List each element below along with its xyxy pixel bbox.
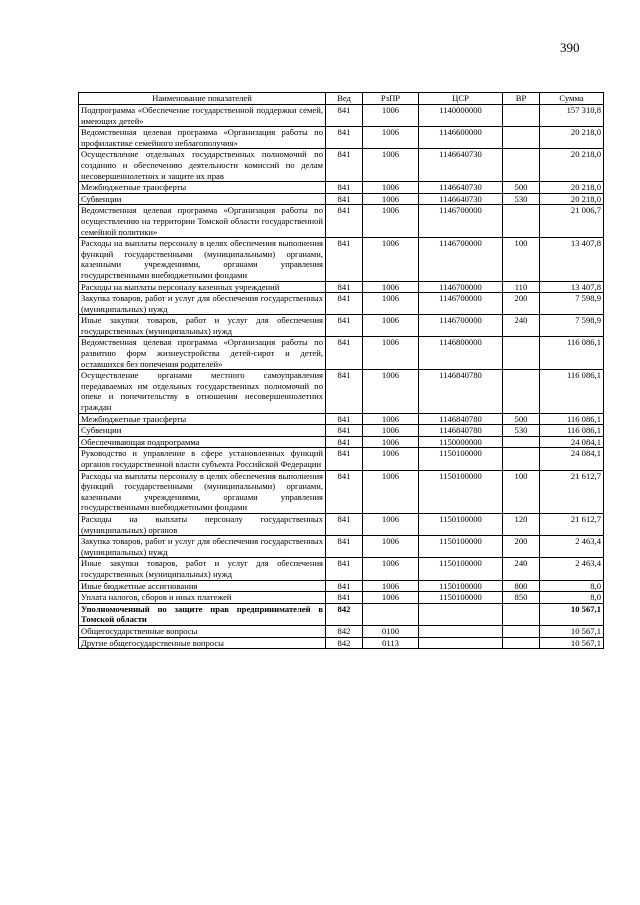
cell-csr: 1150100000: [419, 536, 503, 558]
cell-rzpr: 1006: [363, 513, 419, 535]
cell-sum: 157 310,8: [540, 105, 604, 127]
table-row: [79, 592, 604, 604]
cell-rzpr: 1006: [363, 370, 419, 413]
cell-sum: 116 086,1: [540, 413, 604, 425]
cell-name: Уплата налогов, сборов и иных платежей: [79, 592, 326, 604]
table-row: [79, 337, 604, 370]
cell-sum: 8,0: [540, 592, 604, 604]
cell-sum: 21 006,7: [540, 205, 604, 238]
cell-name: Иные закупки товаров, работ и услуг для обеспечения государственных (муниципальных) нужд: [79, 558, 326, 580]
table-row: [79, 470, 604, 513]
cell-name: Уполномоченный по защите прав предпринимателей в Томской области: [79, 603, 326, 625]
table-row: [79, 436, 604, 448]
cell-vr: 500: [503, 413, 540, 425]
cell-sum: 10 567,1: [540, 625, 604, 637]
cell-rzpr: 1006: [363, 238, 419, 281]
cell-name: Расходы на выплаты персоналу в целях обеспечения выполнения функций государственными (муниципальными) органами, казенными учреждениями, органами управления государственными внебюджетными фондами: [79, 238, 326, 281]
cell-vr: [503, 637, 540, 649]
cell-csr: 1150100000: [419, 470, 503, 513]
cell-vr: 120: [503, 513, 540, 535]
cell-vr: 110: [503, 281, 540, 293]
header-ved: Вед: [326, 93, 363, 105]
cell-ved: 841: [326, 558, 363, 580]
cell-sum: 13 407,8: [540, 238, 604, 281]
cell-vr: 200: [503, 293, 540, 315]
cell-name: Ведомственная целевая программа «Организация работы по осуществлению на территории Томской области государственной семейной политики»: [79, 205, 326, 238]
cell-vr: [503, 603, 540, 625]
cell-vr: 100: [503, 238, 540, 281]
cell-name: Обеспечивающая подпрограмма: [79, 436, 326, 448]
cell-csr: [419, 603, 503, 625]
cell-sum: 116 086,1: [540, 425, 604, 437]
cell-ved: 842: [326, 625, 363, 637]
cell-rzpr: 1006: [363, 205, 419, 238]
cell-ved: 842: [326, 603, 363, 625]
cell-name: Другие общегосударственные вопросы: [79, 637, 326, 649]
table-row: [79, 105, 604, 127]
cell-csr: 1150100000: [419, 580, 503, 592]
cell-csr: [419, 637, 503, 649]
cell-vr: 200: [503, 536, 540, 558]
table-row: [79, 281, 604, 293]
cell-sum: 116 086,1: [540, 370, 604, 413]
cell-sum: 20 218,0: [540, 127, 604, 149]
cell-sum: 7 598,9: [540, 315, 604, 337]
cell-vr: [503, 205, 540, 238]
table-row: [79, 425, 604, 437]
cell-vr: [503, 127, 540, 149]
cell-rzpr: [363, 603, 419, 625]
table-body: [79, 105, 604, 649]
cell-name: Закупка товаров, работ и услуг для обеспечения государственных (муниципальных) нужд: [79, 536, 326, 558]
cell-name: Иные бюджетные ассигнования: [79, 580, 326, 592]
cell-vr: 240: [503, 315, 540, 337]
cell-name: Расходы на выплаты персоналу государственных (муниципальных) органов: [79, 513, 326, 535]
cell-ved: 841: [326, 592, 363, 604]
table-row: [79, 193, 604, 205]
cell-sum: 13 407,8: [540, 281, 604, 293]
cell-rzpr: 1006: [363, 470, 419, 513]
cell-name: Субвенции: [79, 425, 326, 437]
cell-rzpr: 1006: [363, 193, 419, 205]
cell-rzpr: 1006: [363, 425, 419, 437]
cell-ved: 841: [326, 193, 363, 205]
cell-csr: [419, 625, 503, 637]
cell-sum: 20 218,0: [540, 149, 604, 182]
cell-ved: 841: [326, 448, 363, 470]
cell-sum: 24 084,1: [540, 448, 604, 470]
cell-sum: 21 612,7: [540, 513, 604, 535]
table-row: [79, 149, 604, 182]
cell-ved: 841: [326, 293, 363, 315]
cell-ved: 841: [326, 370, 363, 413]
table-row: [79, 558, 604, 580]
table-row: [79, 513, 604, 535]
cell-ved: 841: [326, 536, 363, 558]
cell-vr: [503, 149, 540, 182]
cell-name: Руководство и управление в сфере установленных функций органов государственной власти субъекта Российской Федерации: [79, 448, 326, 470]
cell-vr: 530: [503, 193, 540, 205]
cell-name: Закупка товаров, работ и услуг для обеспечения государственных (муниципальных) нужд: [79, 293, 326, 315]
cell-ved: 841: [326, 205, 363, 238]
cell-sum: 10 567,1: [540, 637, 604, 649]
cell-rzpr: 1006: [363, 315, 419, 337]
cell-vr: [503, 370, 540, 413]
cell-rzpr: 1006: [363, 448, 419, 470]
cell-csr: 1146640730: [419, 193, 503, 205]
cell-vr: [503, 436, 540, 448]
cell-csr: 1146700000: [419, 315, 503, 337]
cell-ved: 841: [326, 425, 363, 437]
table-row: [79, 182, 604, 194]
cell-csr: 1150100000: [419, 558, 503, 580]
cell-vr: [503, 337, 540, 370]
cell-ved: 841: [326, 149, 363, 182]
table-row: [79, 238, 604, 281]
cell-rzpr: 1006: [363, 413, 419, 425]
table-row: [79, 293, 604, 315]
cell-ved: 841: [326, 182, 363, 194]
table-row: [79, 448, 604, 470]
cell-name: Иные закупки товаров, работ и услуг для обеспечения государственных (муниципальных) нужд: [79, 315, 326, 337]
cell-csr: 1150100000: [419, 513, 503, 535]
cell-name: Субвенции: [79, 193, 326, 205]
cell-ved: 841: [326, 238, 363, 281]
cell-rzpr: 1006: [363, 558, 419, 580]
cell-csr: 1146700000: [419, 281, 503, 293]
cell-csr: 1146640730: [419, 149, 503, 182]
cell-csr: 1146840780: [419, 370, 503, 413]
cell-rzpr: 1006: [363, 127, 419, 149]
budget-table: [78, 92, 604, 649]
cell-name: Ведомственная целевая программа «Организация работы по развитию форм жизнеустройства детей-сирот и детей, оставшихся без попечения родителей»: [79, 337, 326, 370]
cell-ved: 841: [326, 315, 363, 337]
cell-csr: 1146840780: [419, 425, 503, 437]
table-row: [79, 370, 604, 413]
table-row: [79, 580, 604, 592]
table-row: [79, 625, 604, 637]
table-header-row: [79, 93, 604, 105]
cell-name: Осуществление отдельных государственных полномочий по созданию и обеспечению деятельности комиссий по делам несовершеннолетних и защите их прав: [79, 149, 326, 182]
cell-vr: 500: [503, 182, 540, 194]
cell-vr: [503, 625, 540, 637]
cell-rzpr: 1006: [363, 436, 419, 448]
header-rzpr: РзПР: [363, 93, 419, 105]
cell-csr: 1146800000: [419, 337, 503, 370]
cell-csr: 1150100000: [419, 592, 503, 604]
cell-sum: 116 086,1: [540, 337, 604, 370]
cell-name: Осуществление органами местного самоуправления передаваемых им отдельных государственных полномочий по опеке и попечительству в отношении несовершеннолетних граждан: [79, 370, 326, 413]
cell-ved: 841: [326, 470, 363, 513]
table-row: [79, 315, 604, 337]
cell-sum: 20 218,0: [540, 182, 604, 194]
page-number: 390: [560, 40, 580, 55]
cell-vr: 530: [503, 425, 540, 437]
cell-rzpr: 1006: [363, 105, 419, 127]
cell-rzpr: 1006: [363, 536, 419, 558]
cell-ved: 842: [326, 637, 363, 649]
cell-vr: [503, 105, 540, 127]
cell-sum: 2 463,4: [540, 536, 604, 558]
cell-name: Общегосударственные вопросы: [79, 625, 326, 637]
cell-rzpr: 1006: [363, 149, 419, 182]
header-csr: ЦСР: [419, 93, 503, 105]
cell-sum: 10 567,1: [540, 603, 604, 625]
cell-sum: 7 598,9: [540, 293, 604, 315]
cell-csr: 1140000000: [419, 105, 503, 127]
cell-ved: 841: [326, 127, 363, 149]
cell-rzpr: 1006: [363, 182, 419, 194]
cell-ved: 841: [326, 413, 363, 425]
cell-ved: 841: [326, 436, 363, 448]
cell-csr: 1146640730: [419, 182, 503, 194]
cell-rzpr: 0113: [363, 637, 419, 649]
cell-vr: 240: [503, 558, 540, 580]
cell-rzpr: 1006: [363, 592, 419, 604]
cell-ved: 841: [326, 580, 363, 592]
cell-name: Межбюджетные трансферты: [79, 413, 326, 425]
cell-rzpr: 1006: [363, 337, 419, 370]
cell-ved: 841: [326, 337, 363, 370]
cell-vr: 800: [503, 580, 540, 592]
cell-csr: 1146700000: [419, 205, 503, 238]
table-row: [79, 637, 604, 649]
cell-csr: 1146700000: [419, 293, 503, 315]
cell-rzpr: 1006: [363, 281, 419, 293]
cell-ved: 841: [326, 105, 363, 127]
cell-ved: 841: [326, 281, 363, 293]
header-name: Наименование показателей: [79, 93, 326, 105]
header-sum: Сумма: [540, 93, 604, 105]
header-vr: ВР: [503, 93, 540, 105]
cell-rzpr: 0100: [363, 625, 419, 637]
cell-name: Расходы на выплаты персоналу казенных учреждений: [79, 281, 326, 293]
table-row: [79, 127, 604, 149]
cell-vr: 100: [503, 470, 540, 513]
cell-name: Межбюджетные трансферты: [79, 182, 326, 194]
table-row: [79, 536, 604, 558]
cell-rzpr: 1006: [363, 580, 419, 592]
cell-csr: 1146600000: [419, 127, 503, 149]
cell-sum: 2 463,4: [540, 558, 604, 580]
cell-sum: 24 084,1: [540, 436, 604, 448]
cell-sum: 8,0: [540, 580, 604, 592]
table-row: [79, 205, 604, 238]
cell-vr: 850: [503, 592, 540, 604]
cell-csr: 1150100000: [419, 448, 503, 470]
cell-csr: 1146700000: [419, 238, 503, 281]
cell-sum: 21 612,7: [540, 470, 604, 513]
cell-csr: 1146840780: [419, 413, 503, 425]
cell-csr: 1150000000: [419, 436, 503, 448]
cell-name: Подпрограмма «Обеспечение государственной поддержки семей, имеющих детей»: [79, 105, 326, 127]
cell-vr: [503, 448, 540, 470]
cell-name: Ведомственная целевая программа «Организация работы по профилактике семейного неблагополучия»: [79, 127, 326, 149]
table-row: [79, 603, 604, 625]
table-row: [79, 413, 604, 425]
cell-name: Расходы на выплаты персоналу в целях обеспечения выполнения функций государственными (муниципальными) органами, казенными учреждениями, органами управления государственными внебюджетными фондами: [79, 470, 326, 513]
cell-ved: 841: [326, 513, 363, 535]
cell-rzpr: 1006: [363, 293, 419, 315]
cell-sum: 20 218,0: [540, 193, 604, 205]
